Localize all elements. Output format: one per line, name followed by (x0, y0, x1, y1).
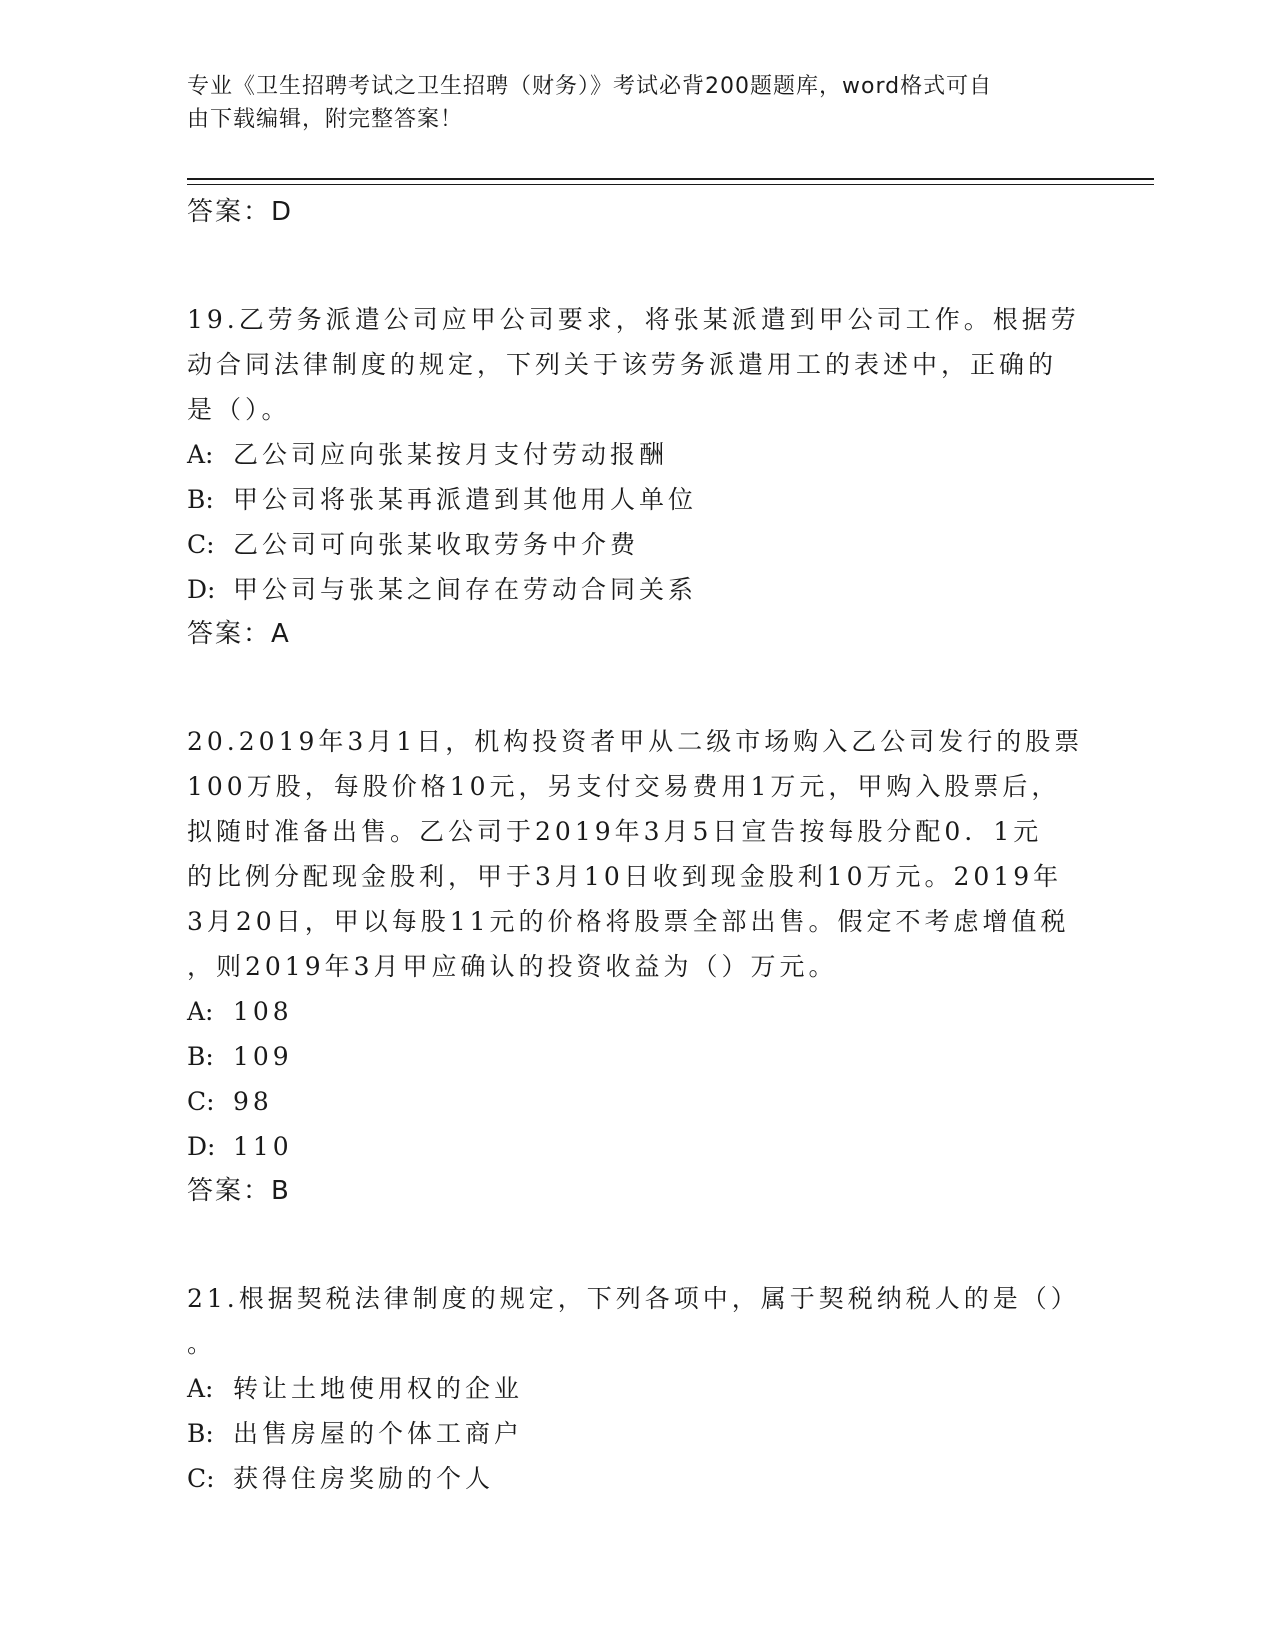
option-c (187, 1079, 1087, 1124)
option-a (187, 989, 1087, 1034)
header-divider-thick (187, 178, 1154, 180)
option-letter: D: (187, 575, 216, 604)
option-text: 109 (233, 1042, 293, 1071)
previous-answer: 答案：D (187, 197, 294, 227)
option-letter: C: (187, 530, 215, 559)
question-19 (187, 297, 1087, 657)
option-text: 乙公司应向张某按月支付劳动报酬 (233, 440, 669, 469)
question-21 (187, 1276, 1087, 1501)
option-letter: B: (187, 1042, 214, 1071)
question-line: 3月20日，甲以每股11元的价格将股票全部出售。假定不考虑增值税 (187, 907, 1070, 936)
option-text: 110 (233, 1132, 293, 1161)
option-letter: D: (187, 1132, 216, 1161)
option-letter: B: (187, 1419, 214, 1448)
question-line: ，则2019年3月甲应确认的投资收益为（）万元。 (187, 952, 838, 981)
header-title-line-1: 专业《卫生招聘考试之卫生招聘（财务）》考试必背200题题库，word格式可自 (187, 74, 993, 99)
option-letter: B: (187, 485, 214, 514)
question-line: 的比例分配现金股利，甲于3月10日收到现金股利10万元。2019年 (187, 862, 1063, 891)
question-20 (187, 719, 1087, 1214)
question-line: 19.乙劳务派遣公司应甲公司要求，将张某派遣到甲公司工作。根据劳 (187, 305, 1080, 334)
option-text: 获得住房奖励的个人 (233, 1464, 495, 1493)
option-letter: A: (187, 997, 214, 1026)
option-text: 转让土地使用权的企业 (233, 1374, 524, 1403)
option-text: 出售房屋的个体工商户 (233, 1419, 524, 1448)
option-b (187, 1034, 1087, 1079)
option-c (187, 1456, 1087, 1501)
question-line: 100万股，每股价格10元，另支付交易费用1万元，甲购入股票后， (187, 772, 1061, 801)
option-c (187, 522, 1087, 567)
question-line: 是（）。 (187, 395, 291, 424)
option-d (187, 567, 1087, 612)
option-letter: C: (187, 1087, 215, 1116)
option-d (187, 1124, 1087, 1169)
option-text: 108 (233, 997, 293, 1026)
option-text: 98 (233, 1087, 273, 1116)
option-letter: A: (187, 1374, 214, 1403)
document-header (187, 70, 1067, 136)
question-line: 拟随时准备出售。乙公司于2019年3月5日宣告按每股分配0．1元 (187, 817, 1043, 846)
question-line: 动合同法律制度的规定，下列关于该劳务派遣用工的表述中，正确的 (187, 350, 1058, 379)
document-body (187, 190, 1087, 1501)
question-line: 20.2019年3月1日，机构投资者甲从二级市场购入乙公司发行的股票 (187, 727, 1084, 756)
option-text: 甲公司与张某之间存在劳动合同关系 (233, 575, 698, 604)
option-text: 乙公司可向张某收取劳务中介费 (233, 530, 640, 559)
option-b (187, 1411, 1087, 1456)
question-answer: 答案：B (187, 1176, 291, 1206)
option-text: 甲公司将张某再派遣到其他用人单位 (233, 485, 698, 514)
option-a (187, 432, 1087, 477)
header-divider-thin (187, 184, 1154, 185)
option-a (187, 1366, 1087, 1411)
option-letter: C: (187, 1464, 215, 1493)
header-title-line-2: 由下载编辑，附完整答案！ (187, 107, 464, 132)
question-line: 21.根据契税法律制度的规定，下列各项中，属于契税纳税人的是（） (187, 1284, 1080, 1313)
option-letter: A: (187, 440, 214, 469)
question-answer: 答案：A (187, 619, 291, 649)
option-b (187, 477, 1087, 522)
question-line: 。 (187, 1329, 217, 1358)
